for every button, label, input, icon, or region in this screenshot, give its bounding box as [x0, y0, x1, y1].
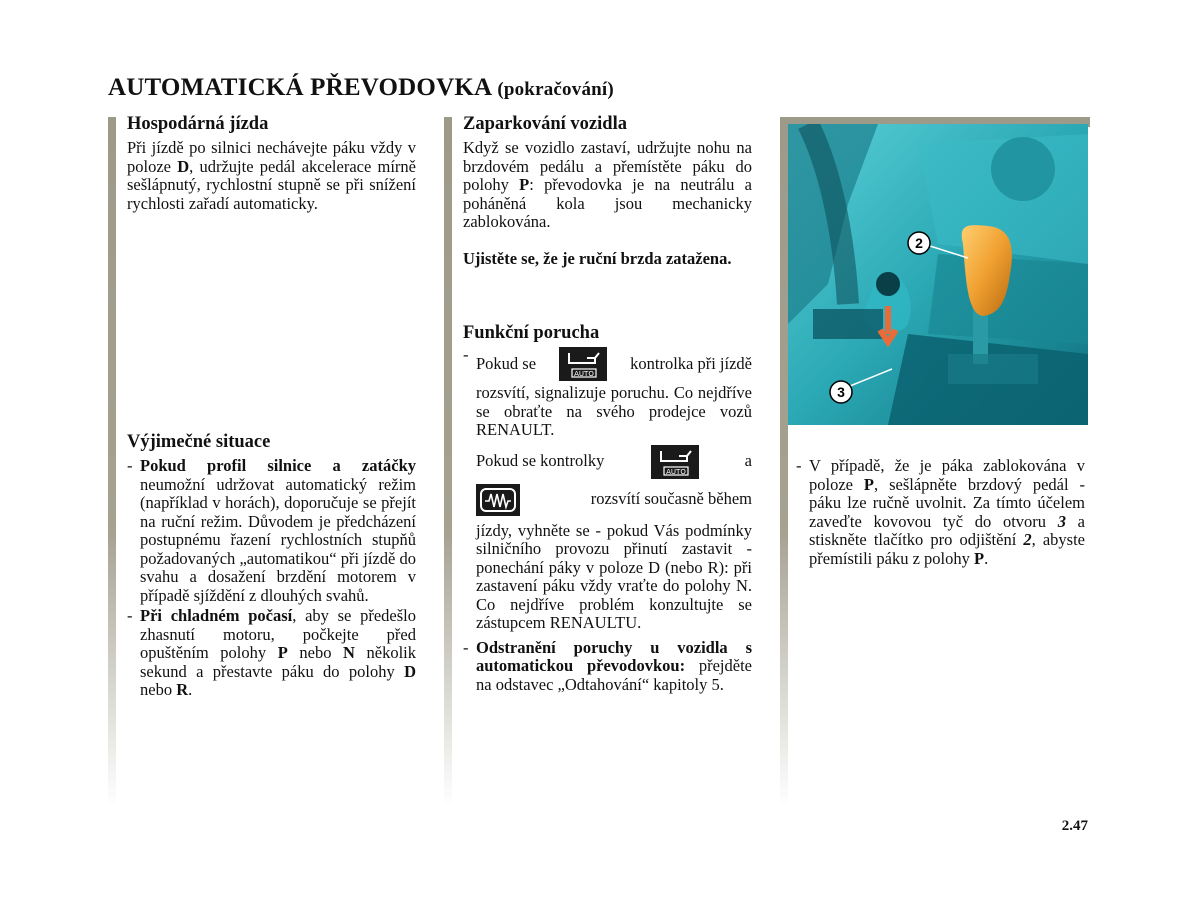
item2-text-c: několik sekund a přestavte páku do polohy	[140, 643, 416, 681]
heading-fault: Funkční porucha	[463, 323, 600, 343]
fault3-bold: Odstranění poruchy u vozidla s automatickou převodovkou:	[476, 637, 752, 675]
item2-bold: Při chladném počasí	[140, 606, 293, 625]
economical-driving-text: Při jízdě po silnici nechávejte páku vždy v poloze D, udržujte pedál akcelerace mírně sešlápnutý, rychlostní stupně se při snížení rychlosti zařadí automaticky.	[127, 138, 416, 213]
right-section-note	[796, 457, 1085, 568]
left-section-economical	[127, 113, 416, 213]
middle-section-fault	[463, 322, 752, 694]
fault2-mid: rozsvítí současně během	[590, 489, 752, 509]
list-item	[463, 346, 752, 440]
callout-3: 3	[837, 384, 845, 400]
fault1-post: kontrolka při jízdě	[630, 353, 752, 373]
item2-text-b: nebo	[299, 643, 332, 662]
page-number: 2.47	[1061, 818, 1088, 834]
fault2-rest: jízdy, vyhněte se - pokud Vás podmínky silničního provozu přinutí zastavit - ponechání páky v poloze D (nebo R): při zastavení páku vždy vraťte do polohy N. Co nejdříve problém konzultujte se zástupcem RENAULTU.	[476, 520, 752, 632]
handbrake-warning: Ujistěte se, že je ruční brzda zatažena.	[463, 248, 732, 268]
waveform-warning-icon	[476, 484, 520, 516]
fault2-line2	[476, 482, 752, 518]
note-list	[796, 457, 1085, 568]
list-item: - V případě, že je páka zablokována v poloze P, sešlápněte brzdový pedál - páku lze ručně uvolnit. Za tímto účelem zaveďte kovovou tyč do otvoru 3 a stiskněte tlačítko pro odjištění 2, abyste přemístili páku z polohy P.	[796, 457, 1085, 568]
item1-bold: Pokud profil silnice a zatáčky	[140, 456, 416, 475]
page-title	[108, 74, 614, 102]
middle-section-parking	[463, 113, 752, 268]
exceptional-list	[127, 457, 416, 700]
list-item	[463, 639, 752, 695]
left-section-exceptional	[127, 431, 416, 700]
fault1-rest: rozsvítí, signalizuje poruchu. Co nejdříve se obraťte na svého prodejce vozů RENAULT.	[476, 383, 752, 439]
fault2-and: a	[744, 451, 752, 471]
left-column-bar	[108, 117, 116, 807]
item2-text-e: .	[188, 680, 193, 699]
heading-economical-driving: Hospodárná jízda	[127, 114, 269, 134]
heading-exceptional-situations: Výjimečné situace	[127, 432, 271, 452]
auto-warning-icon	[559, 347, 607, 381]
list-item	[463, 444, 752, 633]
fault1-line	[476, 346, 752, 382]
right-column-bar	[780, 117, 788, 807]
heading-parking: Zaparkování vozidla	[463, 114, 627, 134]
callout-2: 2	[915, 235, 923, 251]
fault2-line1	[476, 444, 752, 480]
parking-text: Když se vozidlo zastaví, udržujte nohu na brzdovém pedálu a přemístěte páku do polohy P: převodovka je na neutrálu a poháněná kola jsou mechanicky zablokována.	[463, 138, 752, 231]
title-main: AUTOMATICKÁ PŘEVODOVKA	[108, 74, 491, 101]
item2-text-d: nebo	[140, 680, 173, 699]
item2-d: D	[404, 661, 417, 681]
svg-text:AUTO: AUTO	[574, 370, 594, 378]
auto-warning-icon	[651, 445, 699, 479]
item2-p: P	[277, 643, 288, 662]
list-item	[127, 607, 416, 700]
svg-text:AUTO: AUTO	[665, 467, 686, 476]
fault2-pre: Pokud se kontrolky	[476, 451, 605, 471]
fault-list	[463, 346, 752, 694]
gear-lever-photo	[788, 124, 1088, 425]
list-item	[127, 457, 416, 605]
item2-n: N	[343, 643, 355, 662]
item2-text-a: , aby se předešlo zhasnutí motoru, počkejte před opuštěním polohy	[140, 606, 417, 662]
middle-column-bar	[444, 117, 452, 807]
fault1-pre: - Pokud se	[476, 353, 537, 373]
fault3-text: přejděte na odstavec „Odtahování“ kapitoly 5.	[476, 656, 752, 694]
item2-r: R	[176, 680, 189, 699]
title-suffix: (pokračování)	[497, 79, 614, 100]
item1-text: neumožní udržovat automatický režim (například v horách), doporučuje se přejít na ruční režim. Důvodem je předcházení postupnému řazení rychlostních stupňů požadovaných „automatikou“ při jízdě do svahu a dosažení brzdění motorem v případě sjíždění z dlouhých svahů.	[140, 474, 416, 605]
